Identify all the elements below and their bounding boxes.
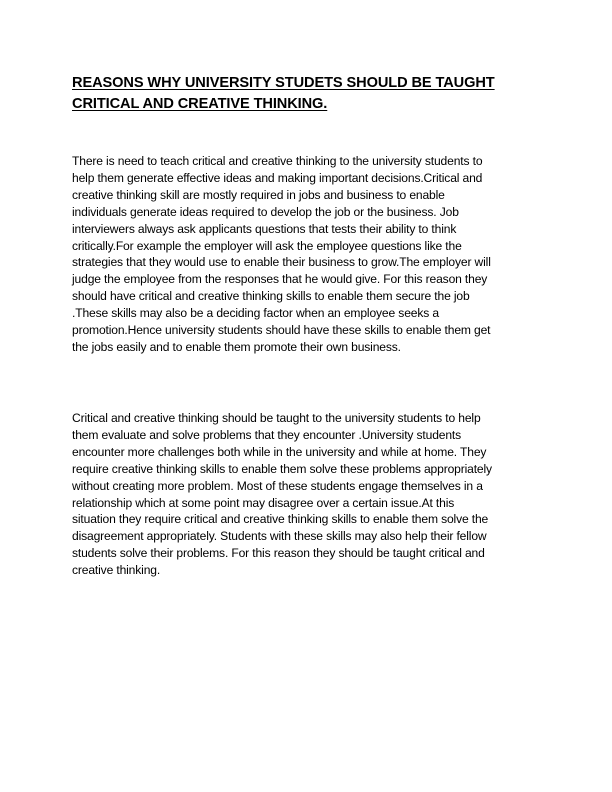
document-title xyxy=(72,73,542,115)
text-line: help them generate effective ideas and making important decisions.Critical and xyxy=(72,170,483,185)
paragraph-1 xyxy=(72,153,542,356)
text-line: .These skills may also be a deciding factor when an employee seeks a xyxy=(72,306,439,321)
text-line: encounter more challenges both while in the university and while at home. They xyxy=(72,444,487,459)
text-line: Critical and creative thinking should be taught to the university students to help xyxy=(72,411,481,425)
text-line: students solve their problems. For this reason they should be taught critical and xyxy=(72,546,485,561)
text-line: strategies that they would use to enable their business to grow.The employer will xyxy=(72,255,491,270)
text-line: situation they require critical and creative thinking skills to enable them solve the xyxy=(72,512,489,527)
text-line: promotion.Hence university students should have these skills to enable them get xyxy=(72,323,491,338)
text-line: individuals generate ideas required to develop the job or the business. Job xyxy=(72,204,459,219)
text-line: the jobs easily and to enable them promote their own business. xyxy=(72,339,401,354)
text-line: relationship which at some point may disagree over a certain issue.At this xyxy=(72,495,455,510)
text-line: should have critical and creative thinking skills to enable them secure the job xyxy=(72,289,470,304)
text-line: them evaluate and solve problems that they encounter .University students xyxy=(72,427,462,442)
text-line: without creating more problem. Most of these students engage themselves in a xyxy=(72,478,483,493)
text-line: interviewers always ask applicants questions that tests their ability to think xyxy=(72,221,457,236)
text-line: creative thinking skill are mostly required in jobs and business to enable xyxy=(72,187,445,202)
title-line: CRITICAL AND CREATIVE THINKING. xyxy=(72,96,328,112)
text-line: require creative thinking skills to enable them solve these problems appropriately xyxy=(72,461,492,476)
text-line: disagreement appropriately. Students with these skills may also help their fellow xyxy=(72,529,487,544)
text-line: There is need to teach critical and creative thinking to the university students to xyxy=(72,154,483,168)
text-line: creative thinking. xyxy=(72,563,161,578)
text-line: critically.For example the employer will ask the employee questions like the xyxy=(72,238,462,253)
text-line: judge the employee from the responses that he would give. For this reason they xyxy=(72,272,488,287)
title-line: REASONS WHY UNIVERSITY STUDETS SHOULD BE TAUGHT xyxy=(72,75,495,91)
paragraph-2 xyxy=(72,410,542,579)
